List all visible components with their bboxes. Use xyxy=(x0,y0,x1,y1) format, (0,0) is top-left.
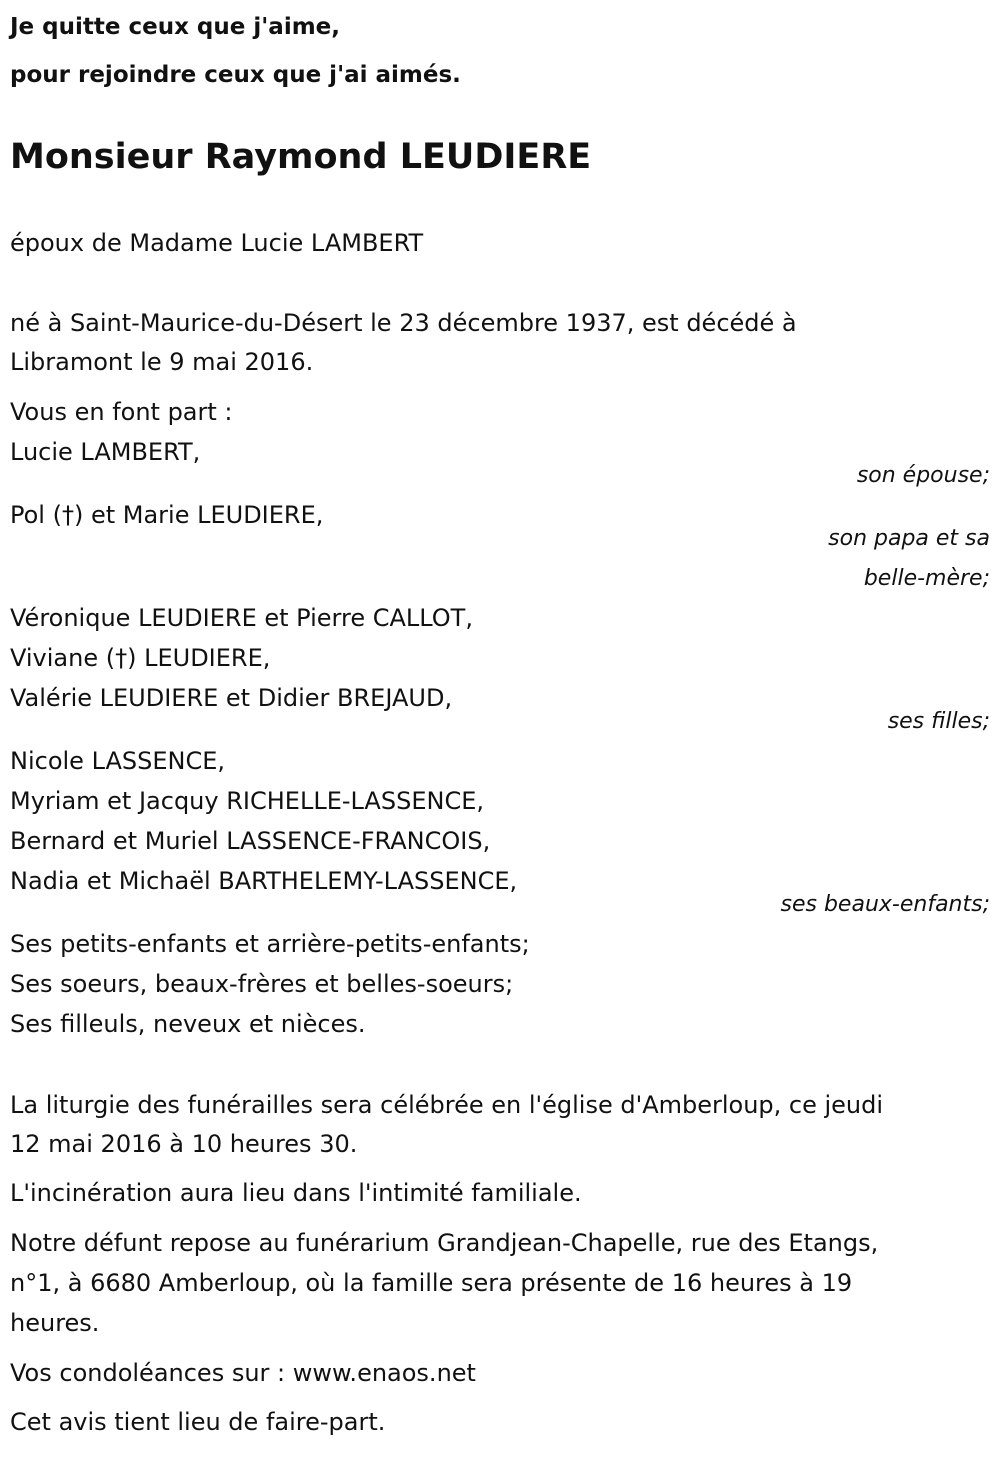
family-name: Nadia et Michaël BARTHELEMY-LASSENCE, xyxy=(10,867,518,895)
repose-line-2: n°1, à 6680 Amberloup, où la famille sera présente de 16 heures à 19 xyxy=(10,1269,853,1297)
liturgy-line-1: La liturgie des funérailles sera célébrée en l'église d'Amberloup, ce jeudi xyxy=(10,1091,884,1119)
relation-label: ses beaux-enfants; xyxy=(780,892,990,917)
family-name: Bernard et Muriel LASSENCE-FRANCOIS, xyxy=(10,827,491,855)
birth-death-line-2: Libramont le 9 mai 2016. xyxy=(10,348,314,376)
family-name: Myriam et Jacquy RICHELLE-LASSENCE, xyxy=(10,787,484,815)
deceased-name: Monsieur Raymond LEUDIERE xyxy=(10,137,592,177)
spouse-line: époux de Madame Lucie LAMBERT xyxy=(10,229,424,257)
epigraph-line-2: pour rejoindre ceux que j'ai aimés. xyxy=(10,62,461,88)
family-name: Viviane (†) LEUDIERE, xyxy=(10,644,271,672)
relation-label: ses filles; xyxy=(887,709,990,734)
liturgy-line-2: 12 mai 2016 à 10 heures 30. xyxy=(10,1130,358,1158)
family-name: Pol (†) et Marie LEUDIERE, xyxy=(10,501,324,529)
family-name: Nicole LASSENCE, xyxy=(10,747,226,775)
relation-label: belle-mère; xyxy=(863,566,990,591)
cremation-line: L'incinération aura lieu dans l'intimité familiale. xyxy=(10,1179,582,1207)
relation-label: son épouse; xyxy=(856,463,990,488)
birth-death-line-1: né à Saint-Maurice-du-Désert le 23 décembre 1937, est décédé à xyxy=(10,309,797,337)
closing-line: Cet avis tient lieu de faire-part. xyxy=(10,1408,386,1436)
repose-line-3: heures. xyxy=(10,1309,100,1337)
repose-line-1: Notre défunt repose au funérarium Grandjean-Chapelle, rue des Etangs, xyxy=(10,1229,879,1257)
family-line: Ses soeurs, beaux-frères et belles-soeurs; xyxy=(10,970,514,998)
condolences-line: Vos condoléances sur : www.enaos.net xyxy=(10,1359,476,1387)
family-name: Valérie LEUDIERE et Didier BREJAUD, xyxy=(10,684,453,712)
epigraph-line-1: Je quitte ceux que j'aime, xyxy=(10,14,341,40)
family-line: Ses petits-enfants et arrière-petits-enfants; xyxy=(10,930,530,958)
family-name: Lucie LAMBERT, xyxy=(10,438,201,466)
family-line: Ses filleuls, neveux et nièces. xyxy=(10,1010,366,1038)
relation-label: son papa et sa xyxy=(828,526,990,551)
family-name: Véronique LEUDIERE et Pierre CALLOT, xyxy=(10,604,473,632)
announcement-intro: Vous en font part : xyxy=(10,398,233,426)
